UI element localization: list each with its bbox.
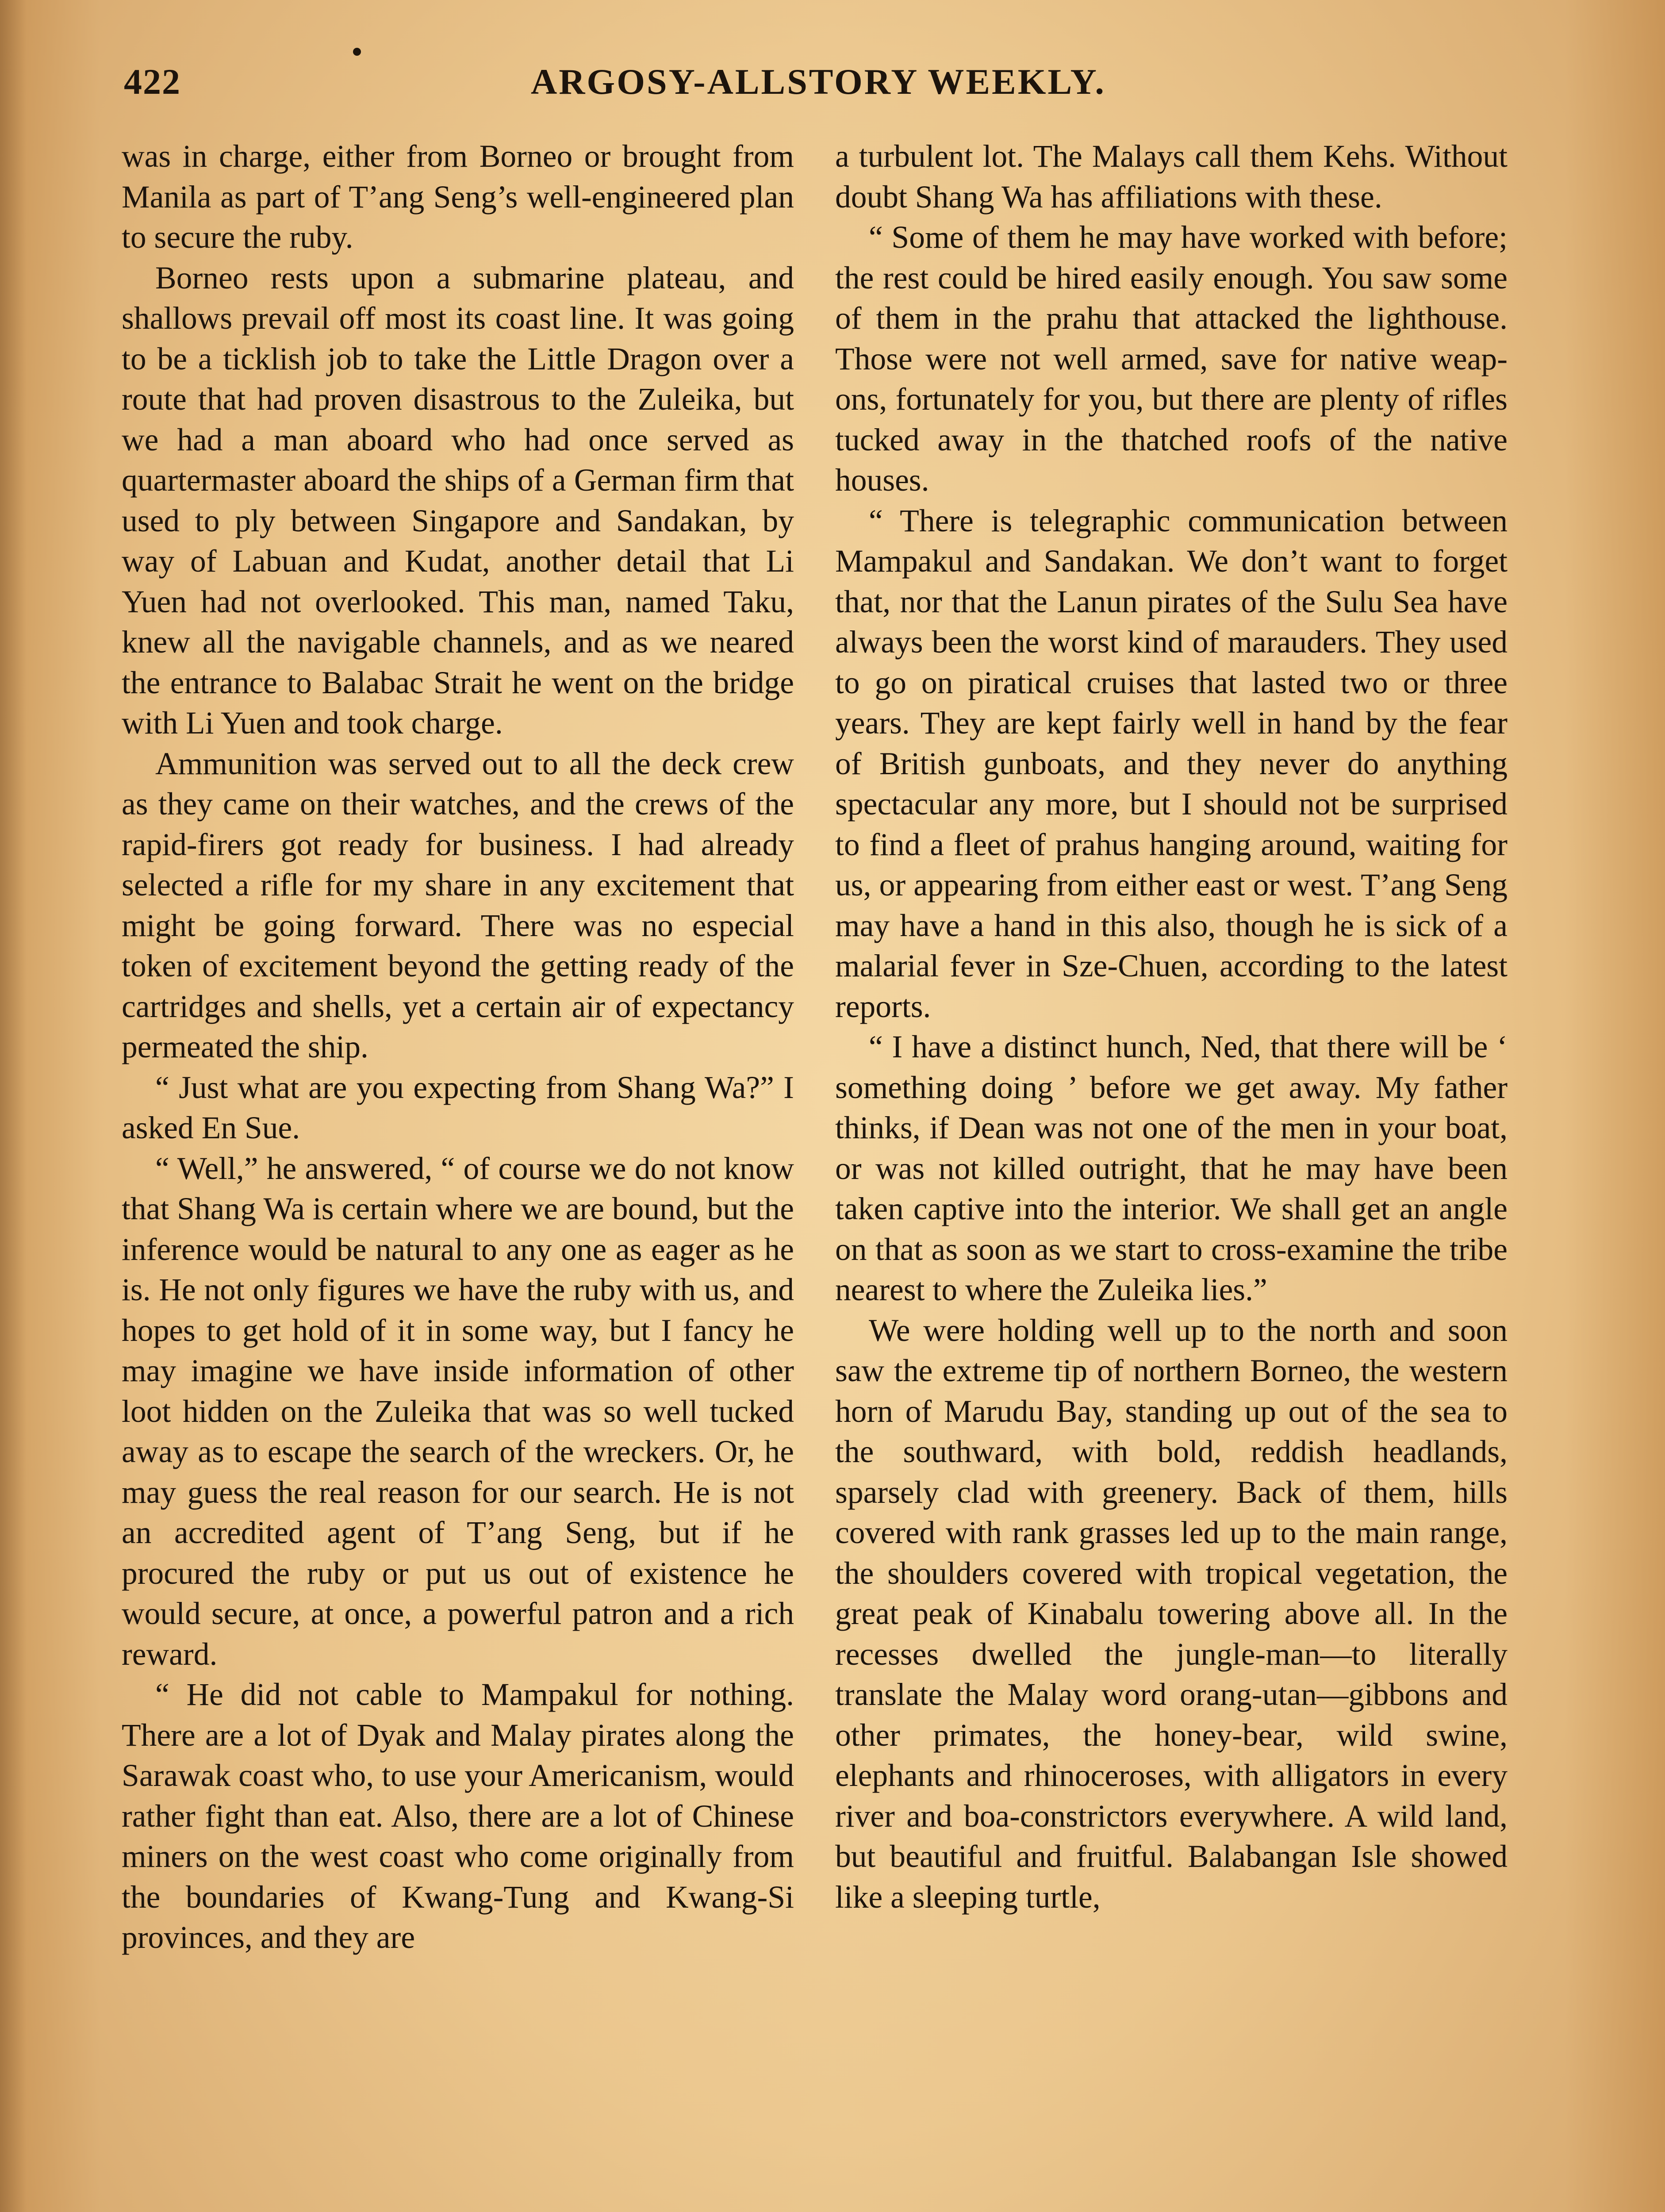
paragraph: “ Some of them he may have worked with before; the rest could be hired easily enough. You saw some of them in the prahu that attacked the lighthouse. Those were not well armed, save for native weapons, fortunately for you, but there are plenty of rifles tucked away in the thatched roofs of the native houses.	[835, 220, 1508, 498]
paragraph: “ Well,” he answered, “ of course we do not know that Shang Wa is certain where we are bound, but the inference would be natural to any one as eager as he is. He not only figures we have the ruby with us, and hopes to get hold of it in some way, but I fancy he may imagine we have inside information of other loot hidden on the Zuleika that was so well tucked away as to escape the search of the wreckers. Or, he may guess the real reason for our search. He is not an accredited agent of T’ang Seng, but if he procured the ruby or put us out of existence he would secure, at once, a powerful patron and a rich reward.	[122, 1151, 794, 1672]
right-column	[835, 136, 1508, 1917]
paragraph: Borneo rests upon a submarine plateau, and shallows prevail off most its coast line. It was going to be a ticklish job to take the Little Dragon over a route that had proven disastrous to the Zuleika, but we had a man aboard who had once served as quartermaster aboard the ships of a German firm that used to ply between Singapore and Sandakan, by way of Labuan and Kudat, another detail that Li Yuen had not overlooked. This man, named Taku, knew all the navigable channels, and as we neared the entrance to Balabac Strait he went on the bridge with Li Yuen and took charge.	[122, 260, 794, 741]
page-header	[124, 61, 1513, 110]
paragraph: “ There is telegraphic communication between Mampakul and Sandakan. We don’t want to forget that, nor that the Lanun pirates of the Sulu Sea have always been the worst kind of marauders. They used to go on piratical cruises that lasted two or three years. They are kept fairly well in hand by the fear of British gunboats, and they never do anything spectacular any more, but I should not be surprised to find a fleet of prahus hanging around, waiting for us, or appearing from either east or west. T’ang Seng may have a hand in this also, though he is sick of a malarial fever in Sze-Chuen, according to the latest reports.	[835, 503, 1508, 1024]
ink-speck	[353, 48, 361, 56]
page-number: 422	[124, 61, 181, 102]
paragraph: “ Just what are you expecting from Shang Wa?” I asked En Sue.	[122, 1070, 794, 1145]
paragraph: Ammunition was served out to all the deck crew as they came on their watches, and the crews of the rapid-firers got ready for business. I had already selected a rifle for my share in any excitement that might be going forward. There was no especial token of excitement beyond the getting ready of the cartridges and shells, yet a certain air of expectancy permeated the ship.	[122, 746, 794, 1064]
paragraph: a turbulent lot. The Malays call them Kehs. Without doubt Shang Wa has affiliations with these.	[835, 139, 1508, 215]
paragraph: “ I have a distinct hunch, Ned, that there will be ‘ something doing ’ before we get away. My father thinks, if Dean was not one of the men in your boat, or was not killed outright, that he may have been taken captive into the interior. We shall get an angle on that as soon as we start to cross-examine the tribe nearest to where the Zuleika lies.”	[835, 1029, 1508, 1307]
left-column	[122, 136, 794, 1958]
spine-shadow	[0, 0, 27, 2212]
paragraph: was in charge, either from Borneo or brought from Manila as part of T’ang Seng’s well-engineered plan to secure the ruby.	[122, 139, 794, 255]
paragraph: “ He did not cable to Mampakul for nothing. There are a lot of Dyak and Malay pirates along the Sarawak coast who, to use your Americanism, would rather fight than eat. Also, there are a lot of Chinese miners on the west coast who come originally from the boundaries of Kwang-Tung and Kwang-Si provinces, and they are	[122, 1677, 794, 1955]
paragraph: We were holding well up to the north and soon saw the extreme tip of northern Borneo, the western horn of Marudu Bay, standing up out of the sea to the southward, with bold, reddish headlands, sparsely clad with greenery. Back of them, hills covered with rank grasses led up to the main range, the shoulders covered with tropical vegetation, the great peak of Kinabalu towering above all. In the recesses dwelled the jungle-man—to literally translate the Malay word orang-utan—gibbons and other primates, the honey-bear, wild swine, elephants and rhinoceroses, with alligators in every river and boa-constrictors everywhere. A wild land, but beautiful and fruitful. Balabangan Isle showed like a sleeping turtle,	[835, 1313, 1508, 1915]
running-title: ARGOSY-ALLSTORY WEEKLY.	[531, 61, 1106, 102]
